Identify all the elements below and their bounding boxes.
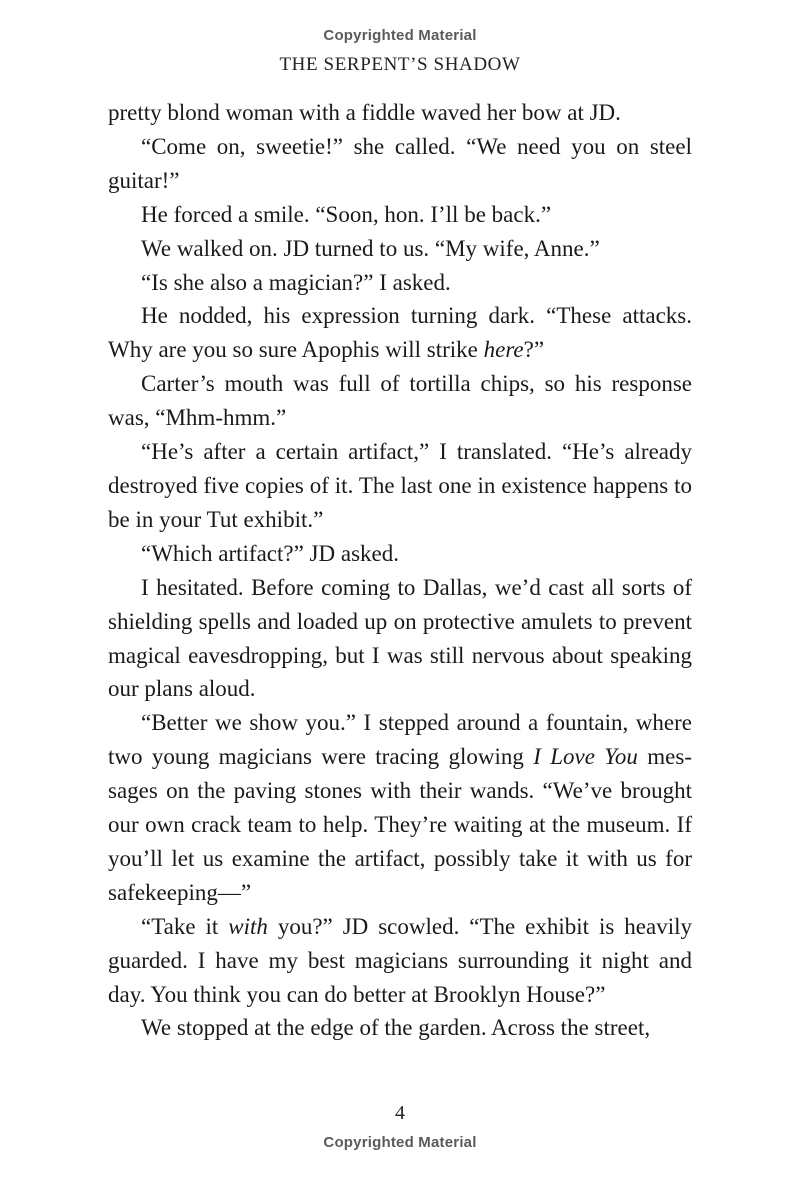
text-segment: I hesitated. Before coming to Dallas, we’d cast all sorts of shielding spells and loaded up on protective amulets to prevent magical eavesdropping, but I was still nervous about speaking our plans aloud. — [108, 574, 692, 702]
text-segment: “Come on, sweetie!” she called. “We need you on steel guitar!” — [108, 133, 692, 193]
italic-text: with — [228, 913, 268, 939]
paragraph — [108, 571, 692, 707]
paragraph — [108, 299, 692, 367]
paragraph — [108, 130, 692, 198]
page-body-text — [108, 96, 692, 1045]
paragraph — [108, 96, 692, 130]
copyright-watermark-top: Copyrighted Material — [323, 27, 477, 44]
text-segment: Carter’s mouth was full of tortilla chips, so his response was, “Mhm-hmm.” — [108, 371, 692, 431]
paragraph — [108, 266, 692, 300]
paragraph — [108, 198, 692, 232]
paragraph — [108, 232, 692, 266]
page-number: 4 — [395, 1102, 405, 1124]
text-segment: messages on the paving stones with their wands. “We’ve brought our own crack team to help. They’re waiting at the museum. If you’ll let us examine the artifact, possibly take it with us for safekeeping—” — [108, 744, 692, 905]
text-segment: He forced a smile. “Soon, hon. I’ll be back.” — [141, 201, 552, 227]
text-segment: “Better we show you.” I stepped around a fountain, where two young magicians were tracing glowing — [108, 710, 692, 770]
paragraph — [108, 910, 692, 1012]
paragraph — [108, 706, 692, 909]
text-segment: “Is she also a magician?” I asked. — [141, 269, 451, 295]
text-segment: “He’s after a certain artifact,” I translated. “He’s already destroyed five copies of it. The last one in existence happens to be in your Tut exhibit.” — [108, 439, 692, 532]
text-segment: He nodded, his expression turning dark. “These attacks. Why are you so sure Apophis will strike — [108, 303, 692, 363]
text-segment: you?” JD scowled. “The exhibit is heavily guarded. I have my best magicians surrounding it night and day. You think you can do better at Brooklyn House?” — [108, 913, 692, 1007]
paragraph — [108, 537, 692, 571]
paragraph — [108, 367, 692, 435]
text-segment: “Take it — [141, 913, 229, 939]
text-segment: We stopped at the edge of the garden. Across the street, — [141, 1015, 651, 1041]
paragraph — [108, 1011, 692, 1045]
running-head: THE SERPENT’S SHADOW — [279, 54, 521, 75]
text-segment: We walked on. JD turned to us. “My wife, Anne.” — [141, 235, 600, 261]
text-segment: “Which artifact?” JD asked. — [141, 540, 399, 566]
copyright-watermark-bottom: Copyrighted Material — [323, 1134, 477, 1151]
text-segment: pretty blond woman with a fiddle waved her bow at JD. — [108, 100, 621, 125]
paragraph — [108, 435, 692, 537]
italic-text: here — [483, 337, 524, 363]
italic-text: I Love You — [533, 744, 638, 770]
text-segment: ?” — [523, 337, 545, 363]
